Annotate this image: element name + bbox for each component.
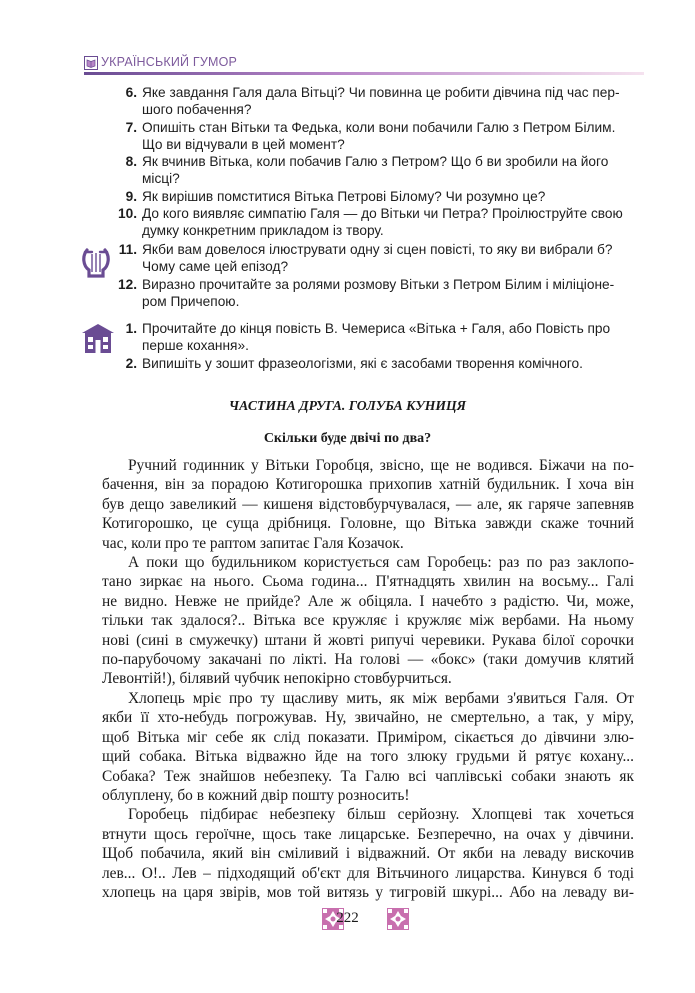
text-line: Ручний годинник у Вітьки Горобця, звісно, ще не водився. Біжачи на по-: [128, 457, 634, 474]
question-number: 7.: [125, 119, 137, 135]
question-text-line: Як вчинив Вітька, коли побачив Галю з Петром? Що б ви зробили на його: [142, 154, 609, 170]
question-number: 2.: [125, 355, 137, 371]
question-item: [106, 355, 646, 372]
question-item: [106, 320, 646, 355]
running-header: [84, 54, 644, 74]
question-item: [106, 188, 646, 205]
question-item: [106, 276, 646, 311]
text-line: втнути щось героїчне, щось таке лицарське. Безперечно, на очах у дівчини.: [102, 825, 634, 843]
text-line: лев... О!.. Лев – підходящий об'єкт для Вітьчиного лицарства. Кинувся б тоді: [102, 864, 634, 882]
chapter-title: ЧАСТИНА ДРУГА. ГОЛУБА КУНИЦЯ: [228, 398, 467, 413]
text-line: Котигорошко, це суща дрібниця. Головне, що Вітька завжди скаже точний: [102, 515, 634, 533]
flower-ornament-icon: [387, 908, 409, 930]
question-text-line: Що ви відчували в цей момент?: [142, 136, 345, 152]
text-line: А поки що будильником користується сам Горобець: раз по раз заклопо-: [128, 554, 634, 572]
text-line: Горобець підбирає небезпеку більш серйозну. Хлопцеві так хочеться: [128, 806, 634, 824]
question-item: [106, 205, 646, 240]
questions-group-a: [106, 84, 646, 240]
text-line: щий собака. Вітька відважно йде на того злюку грудьми й рятує кохану...: [102, 748, 634, 766]
text-line: по-парубочому закачані по лікті. На голові — «бокс» (таки домучив клятий: [102, 651, 634, 669]
homework-list: [106, 320, 646, 372]
question-text-line: Випишіть у зошит фразеологізми, які є засобами творення комічного.: [142, 355, 583, 371]
text-line: якби її хто-небудь погрожував. Ну, звичайно, не смертельно, а так, у міру,: [102, 709, 634, 727]
questions-group-b: [106, 241, 646, 310]
text-line: Щоб побачила, який він сміливий і відважний. От якби на леваду вискочив: [102, 845, 634, 863]
question-text-line: перше кохання».: [142, 338, 249, 354]
question-item: [106, 84, 646, 119]
page-number: 222: [336, 910, 359, 926]
text-line: хлопець на царя звірів, мов той витязь у тигровій шкурі... Або на леваду ви-: [102, 883, 634, 901]
question-number: 8.: [125, 154, 137, 170]
question-text-line: Яке завдання Галя дала Вітьці? Чи повинна це робити дівчина під час пер-: [142, 85, 620, 100]
question-text-line: До кого виявляє симпатію Галя — до Вітьки чи Петра? Проілюструйте свою: [142, 206, 623, 222]
text-line: щоб Вітька міг себе як слід показати. Приміром, сікається до дівчини злю-: [102, 728, 634, 746]
header-title: УКРАЇНСЬКИЙ ГУМОР: [101, 55, 238, 69]
question-text-line: ром Причепою.: [142, 293, 240, 309]
text-line: тано зиркає на нього. Сьома година... П'ятнадцять хвилин на восьму... Галі: [102, 573, 634, 591]
question-number: 10.: [117, 206, 137, 222]
question-text-line: шого побачення?: [142, 102, 252, 118]
book-square-icon: [84, 56, 98, 70]
question-number: 6.: [125, 85, 137, 100]
page-footer: [0, 908, 695, 930]
text-line: був дещо завеликий — кишеня відстовбурчувалася, — але, як гаряче запевняв: [102, 495, 634, 513]
question-number: 1.: [125, 321, 137, 336]
text-line: тільки так здалося?.. Вітька все кружляє і кружляє між вербами. На ньому: [102, 612, 634, 630]
question-item: [106, 153, 646, 188]
text-line: час, коли про те раптом запитає Галя Козачок.: [102, 534, 404, 552]
text-line: Собака? Теж знайшов небезпеку. Та Галю всі чаплівські собаки знають як: [102, 767, 634, 785]
question-text-line: Якби вам довелося ілюструвати одну зі сцен повісті, то яку ви вибрали б?: [142, 242, 613, 257]
question-item: [106, 241, 646, 276]
text-line: Левонтій!), білявий чубчик непокірно стовбурчиться.: [102, 670, 452, 688]
question-text-line: Чому саме цей епізод?: [142, 259, 289, 275]
question-number: 9.: [125, 188, 137, 204]
text-line: не видно. Невже не прийде? Але ж обіцяла. І начебто з радістю. Чи, може,: [102, 592, 634, 610]
question-text-line: Опишіть стан Вітьки та Федька, коли вони побачили Галю з Петром Білим.: [142, 119, 616, 135]
question-text-line: Виразно прочитайте за ролями розмову Вітьки з Петром Білим і міліціоне-: [142, 276, 615, 292]
question-text-line: Як вирішив помститися Вітька Петрові Білому? Чи розумно це?: [142, 188, 546, 204]
text-line: облуплену, бо в кожний двір пошту розносить!: [102, 786, 410, 804]
text-line: нові (сині в смужечку) штани й жовті рипучі черевики. Рукава білої сорочки: [102, 631, 634, 649]
question-text-line: місці?: [142, 171, 180, 187]
header-divider: [84, 72, 644, 75]
question-text-line: Прочитайте до кінця повість В. Чемериса «Вітька + Галя, або Повість про: [142, 321, 611, 336]
section-title: Скільки буде двічі по два?: [263, 431, 432, 446]
question-number: 12.: [117, 276, 137, 292]
text-line: бачення, він за порадою Котигорошка прихопив хатній будильник. І хоча він: [102, 476, 634, 494]
text-line: Хлопець мріє про ту щасливу мить, як між вербами з'явиться Галя. От: [128, 689, 634, 707]
question-number: 11.: [118, 242, 137, 257]
question-item: [106, 119, 646, 154]
story-text: [102, 456, 634, 902]
question-text-line: думку конкретним прикладом із твору.: [142, 223, 384, 239]
